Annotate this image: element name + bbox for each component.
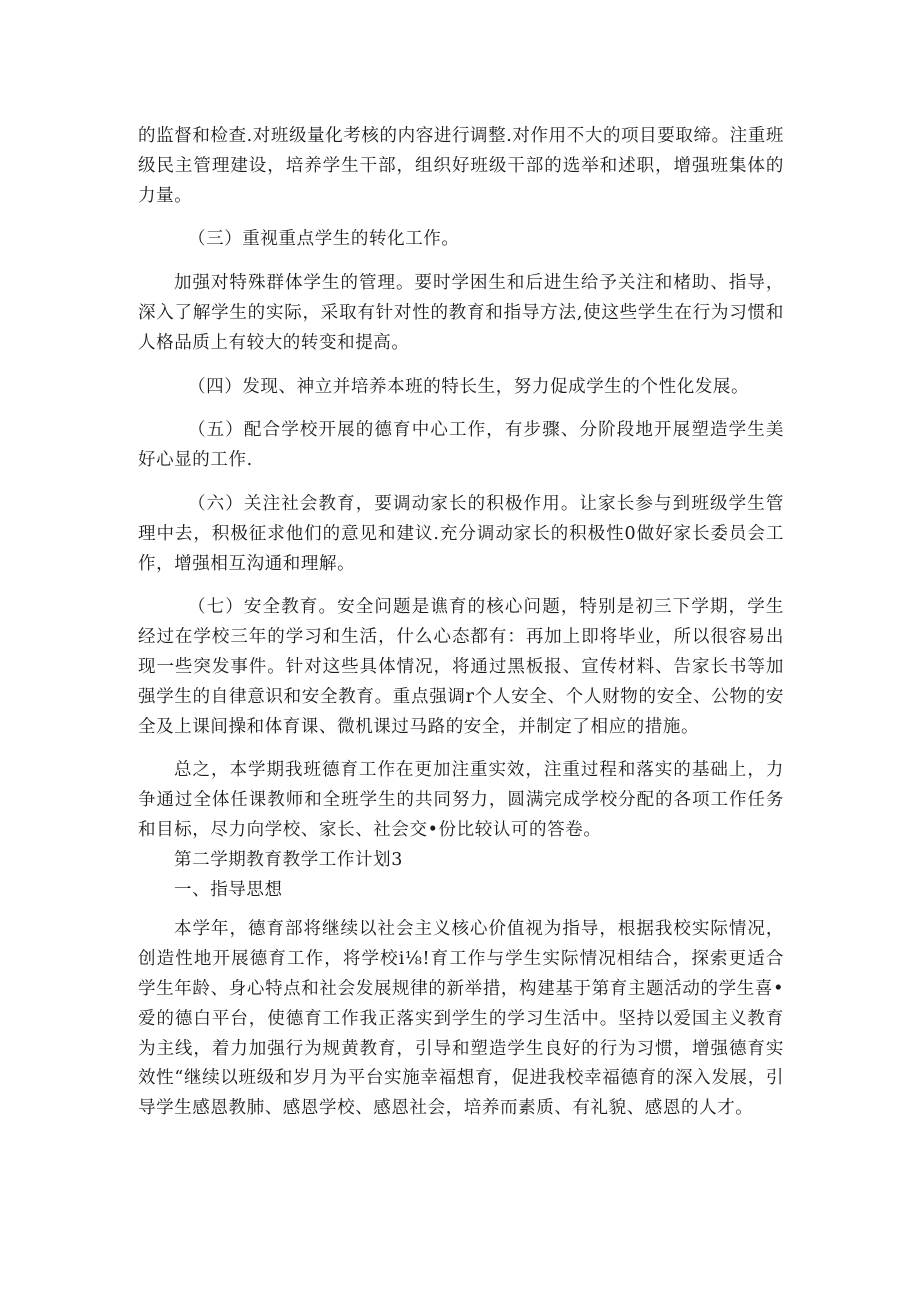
paragraph-special-students: 加强对特殊群体学生的管理。要时学困生和后进生给予关注和楮助、指导，深入了解学生的实际，采取有针对性的教育和指导方法,使这些学生在行为习惯和人格品质上有较大的转变和提高。 bbox=[138, 273, 784, 353]
section-heading-six: （六）关注社会教育，要调动家长的积极作用。让家长参与到班级学生管理中去，积极征求他们的意见和建议.充分调动家长的积极性0做好家长委员会工作，增强相互沟通和理解。 bbox=[138, 493, 784, 574]
section-heading-seven: （七）安全教育。安全问题是谯育的核心问题，特别是初三下学期，学生经过在学校三年的学习和生活，什么心态都有：再加上即将毕业，所以很容易出现一些突发事件。针对这些具体情况，将通过黑板报、宣传材料、告家长书等加强学生的自律意识和安全教育。重点强调r个人安全、个人财物的安全、公物的安全及上课间操和体育课、微机课过马路的安全，并制定了相应的措施。 bbox=[138, 597, 784, 737]
paragraph-guiding-ideology: 本学年，德育部将继续以社会主义核心价值视为指导，根据我校实际情况，创造性地开展德育工作，将学校i⅛!育工作与学生实际情况相结合，探索更适合学生年龄、身心特点和社会发展规律的新举措，构建基于第育主题活动的学生喜•爱的德白平台，使德育工作我正落实到学生的学习生活中。坚持以爱国主义教育为主线，着力加强行为规黄教育，引导和塑造学生良好的行为习惯，增强德育实效性“继续以班级和岁月为平台实施幸福想育，促进我校幸福德育的深入发展，引导学生感恩教肺、感恩学校、感恩社会，培养而素质、有礼貌、感恩的人才。 bbox=[138, 919, 784, 1119]
section-heading-five: （五）配合学校开展的德育中心工作，有步骤、分阶段地开展塑造学生美好心显的工作. bbox=[138, 420, 784, 471]
section-heading-three: （三）重视重点学生的转化工作。 bbox=[188, 229, 460, 250]
document-body bbox=[138, 122, 784, 1124]
section-heading-four: （四）发现、神立并培养本班的特长生，努力促成学生的个性化发展。 bbox=[188, 376, 750, 397]
section-heading-guiding-ideology: 一、指导思想 bbox=[174, 879, 283, 900]
paragraph-class-management: 的监督和检查.对班级量化考核的内容进行调整.对作用不大的项目要取缔。注重班级民主管理建设，培养学生干部，组织好班级干部的选举和述职，增强班集体的力量。 bbox=[138, 126, 784, 206]
paragraph-summary: 总之，本学期我班德育工作在更加注重实效，注重过程和落实的基础上，力争通过全体任课教师和全班学生的共同努力，圆满完成学校分配的各项工作任务和目标，尽力向学校、家长、社会交•份比较认可的答卷。 bbox=[138, 760, 784, 840]
plan-title: 第二学期教育教学工作计划3 bbox=[174, 849, 403, 870]
